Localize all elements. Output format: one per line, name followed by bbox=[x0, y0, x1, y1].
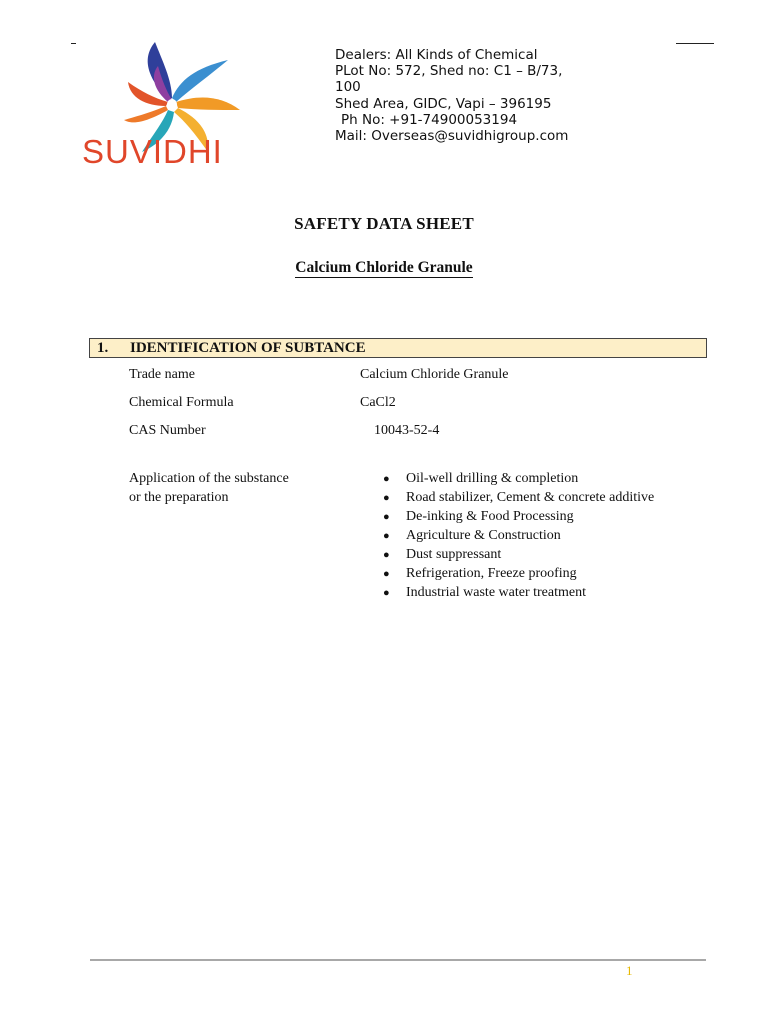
list-item-text: Refrigeration, Freeze proofing bbox=[406, 566, 577, 581]
document-subtitle bbox=[0, 259, 768, 277]
field-value-cas-number: 10043-52-4 bbox=[374, 423, 440, 438]
dealer-phone: Ph No: +91-74900053194 bbox=[341, 111, 518, 128]
bullet-icon: ● bbox=[383, 530, 390, 542]
bullet-icon: ● bbox=[383, 473, 390, 485]
section-1-header bbox=[89, 338, 707, 358]
dealer-email: Mail: Overseas@suvidhigroup.com bbox=[335, 128, 569, 145]
list-item-text: Road stabilizer, Cement & concrete additive bbox=[406, 490, 655, 505]
list-item-text: Oil-well drilling & completion bbox=[406, 471, 579, 486]
field-value-chemical-formula: CaCl2 bbox=[360, 395, 396, 410]
list-item-text: Dust suppressant bbox=[406, 547, 502, 562]
application-label bbox=[129, 469, 329, 507]
bullet-icon: ● bbox=[383, 549, 390, 561]
section-number: 1. bbox=[97, 340, 109, 356]
application-label-line: Application of the substance bbox=[129, 471, 289, 486]
bullet-icon: ● bbox=[383, 587, 390, 599]
footer-divider bbox=[90, 959, 706, 961]
field-label-cas-number: CAS Number bbox=[129, 423, 206, 438]
header-rule-left bbox=[71, 43, 76, 44]
dealer-contact-block bbox=[335, 47, 655, 144]
list-item bbox=[380, 527, 654, 546]
dealer-line: 100 bbox=[335, 79, 361, 96]
dealer-line: Shed Area, GIDC, Vapi – 396195 bbox=[335, 95, 552, 112]
list-item bbox=[380, 584, 654, 603]
field-label-chemical-formula: Chemical Formula bbox=[129, 395, 234, 410]
list-item-text: Industrial waste water treatment bbox=[406, 585, 586, 600]
application-list bbox=[380, 470, 654, 603]
bullet-icon: ● bbox=[383, 511, 390, 523]
list-item bbox=[380, 546, 654, 565]
header-rule-right bbox=[676, 43, 714, 44]
list-item bbox=[380, 565, 654, 584]
page-number: 1 bbox=[626, 963, 633, 978]
logo-wordmark: SUVIDHI bbox=[82, 133, 223, 170]
bullet-icon: ● bbox=[383, 568, 390, 580]
field-value-trade-name: Calcium Chloride Granule bbox=[360, 367, 509, 382]
list-item bbox=[380, 470, 654, 489]
application-label-line: or the preparation bbox=[129, 490, 229, 505]
list-item-text: De-inking & Food Processing bbox=[406, 509, 574, 524]
dealer-line: Dealers: All Kinds of Chemical bbox=[335, 47, 538, 63]
document-title: SAFETY DATA SHEET bbox=[294, 214, 474, 233]
field-label-trade-name: Trade name bbox=[129, 367, 195, 382]
list-item bbox=[380, 508, 654, 527]
section-heading: IDENTIFICATION OF SUBTANCE bbox=[130, 340, 366, 356]
bullet-icon: ● bbox=[383, 492, 390, 504]
list-item bbox=[380, 489, 654, 508]
list-item-text: Agriculture & Construction bbox=[406, 528, 561, 543]
document-subtitle-text: Calcium Chloride Granule bbox=[295, 259, 473, 276]
dealer-line: PLot No: 572, Shed no: C1 – B/73, bbox=[335, 63, 563, 80]
